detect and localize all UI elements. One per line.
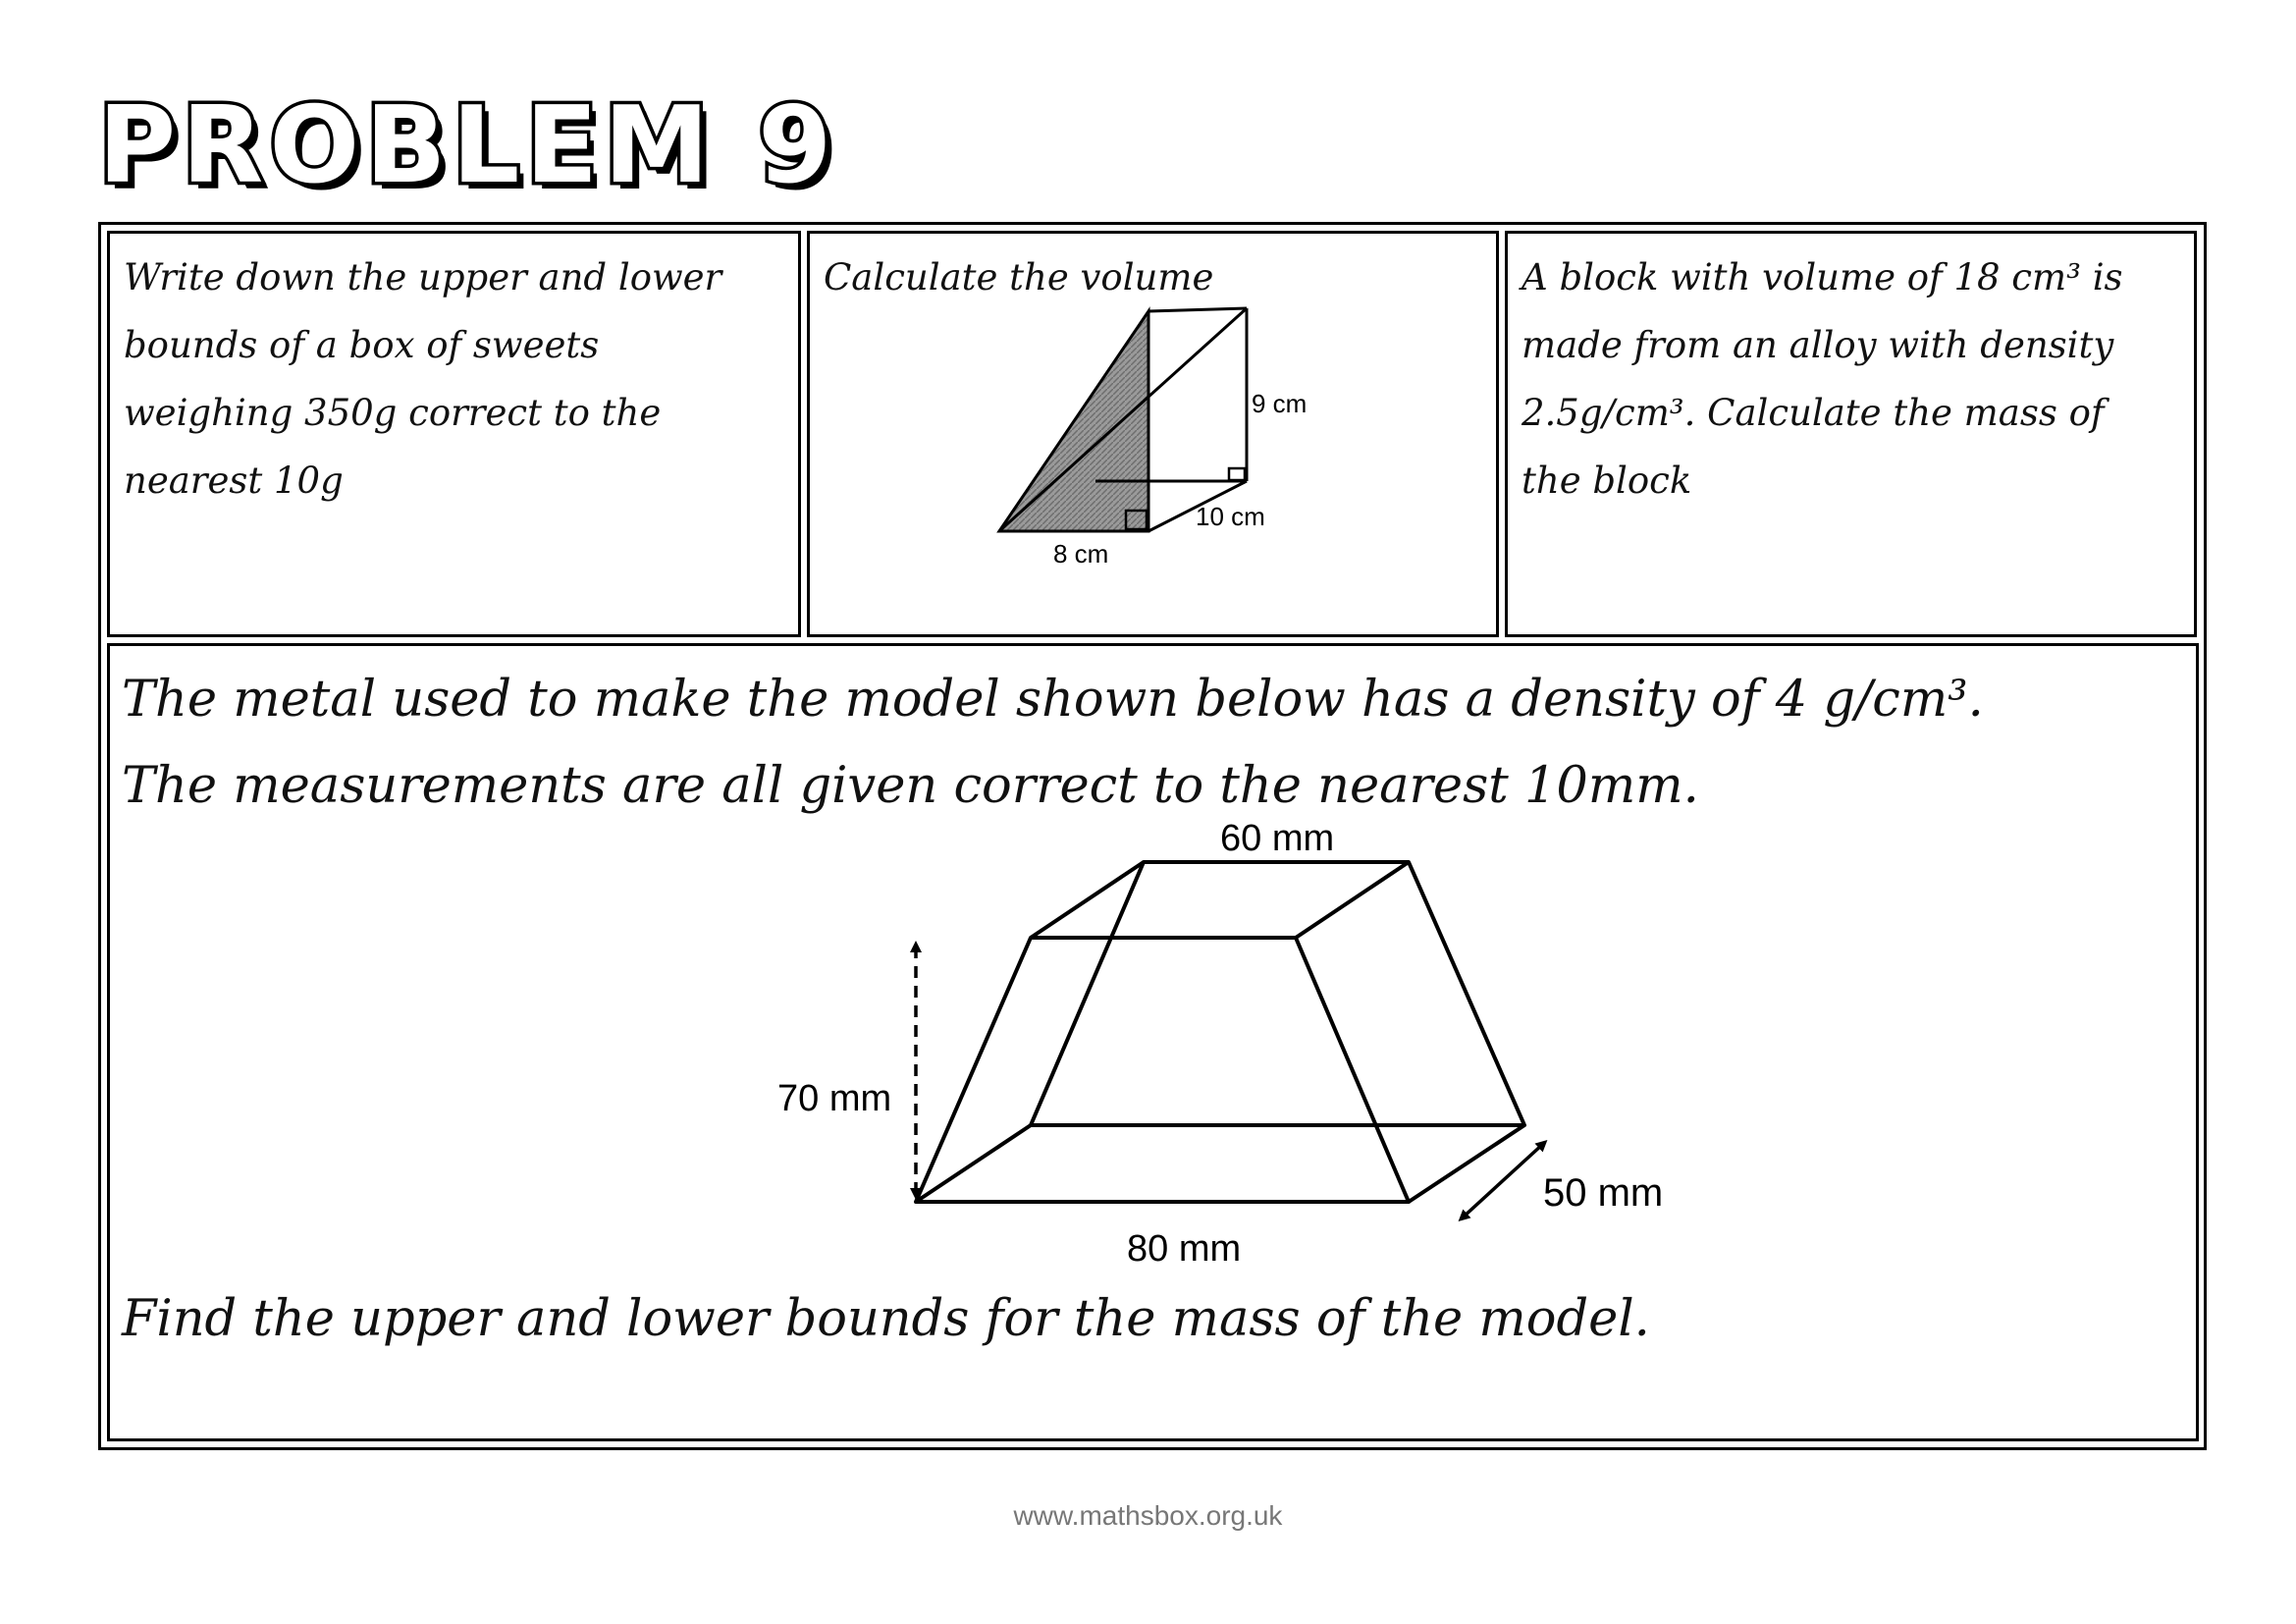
question-2-text: Calculate the volume (824, 256, 1214, 298)
question-4-line-1: The metal used to make the model shown below has a density of 4 g/cm³. (122, 671, 1984, 729)
question-4-line-2: The measurements are all given correct to the nearest 10mm. (122, 757, 1699, 815)
prism-height-label: 9 cm (1252, 389, 1308, 418)
triangular-prism-diagram (999, 308, 1247, 531)
question-4-line-3: Find the upper and lower bounds for the mass of the model. (122, 1290, 1650, 1348)
depth-arrow-icon (1463, 1144, 1543, 1218)
question-1-line: weighing 350g correct to the (124, 392, 662, 434)
question-3-line: the block (1522, 460, 1692, 502)
trapezoidal-prism-diagram (916, 862, 1524, 1202)
question-3-line: A block with volume of 18 cm³ is (1522, 256, 2123, 298)
page-title: PROBLEM 9 (98, 84, 838, 207)
model-top-label: 60 mm (1220, 818, 1335, 859)
question-1-line: Write down the upper and lower (124, 256, 722, 298)
question-1-line: bounds of a box of sweets (124, 324, 600, 366)
footer-url: www.mathsbox.org.uk (1013, 1500, 1283, 1531)
prism-base-label: 8 cm (1053, 539, 1109, 568)
question-1-line: nearest 10g (124, 460, 344, 502)
question-3-line: 2.5g/cm³. Calculate the mass of (1522, 392, 2105, 434)
prism-length-label: 10 cm (1196, 502, 1265, 531)
model-bottom-label: 80 mm (1127, 1228, 1242, 1270)
model-height-label: 70 mm (777, 1078, 892, 1119)
model-depth-label: 50 mm (1543, 1171, 1664, 1215)
prism-front-face (999, 311, 1148, 531)
question-3-line: made from an alloy with density (1522, 324, 2114, 366)
